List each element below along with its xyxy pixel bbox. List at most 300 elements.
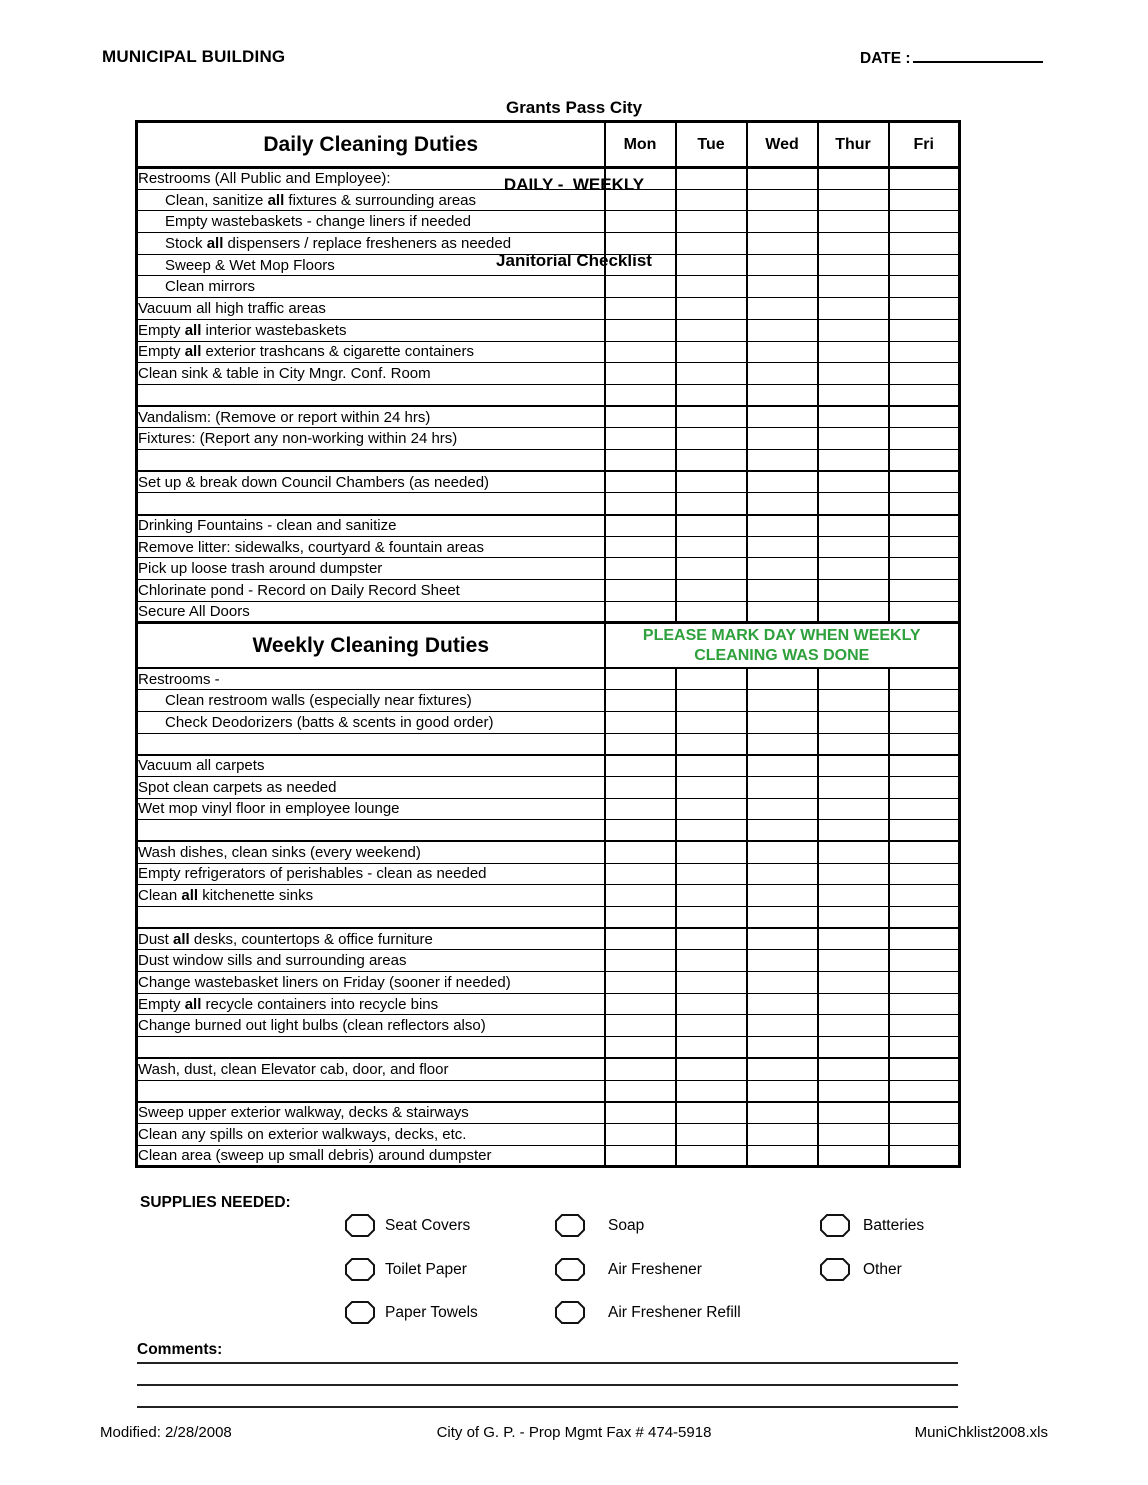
weekly-mark-cell-wed[interactable] (747, 1058, 818, 1080)
weekly-mark-cell-mon[interactable] (605, 841, 676, 863)
weekly-mark-cell-mon[interactable] (605, 1145, 676, 1167)
daily-mark-cell-thur[interactable] (818, 363, 889, 385)
weekly-separator-row (137, 733, 960, 755)
day-header-thur: Thur (818, 122, 889, 168)
weekly-mark-cell-mon[interactable] (605, 1102, 676, 1124)
supply-checkbox-toilet-paper-icon[interactable] (344, 1257, 376, 1282)
daily-task-label (137, 449, 605, 471)
daily-mark-cell-wed[interactable] (747, 341, 818, 363)
weekly-mark-cell-mon[interactable] (605, 711, 676, 733)
weekly-mark-cell-tue[interactable] (676, 1145, 747, 1167)
weekly-mark-cell-fri[interactable] (889, 690, 960, 712)
daily-separator-row (137, 493, 960, 515)
weekly-mark-cell-thur[interactable] (818, 820, 889, 842)
supply-item-seat-covers (344, 1213, 470, 1238)
weekly-mark-cell-tue[interactable] (676, 668, 747, 690)
daily-mark-cell-fri[interactable] (889, 536, 960, 558)
daily-mark-cell-tue[interactable] (676, 449, 747, 471)
form-title-city: Grants Pass City (505, 98, 643, 117)
daily-mark-cell-fri[interactable] (889, 211, 960, 233)
weekly-mark-cell-thur[interactable] (818, 776, 889, 798)
daily-mark-cell-tue[interactable] (676, 558, 747, 580)
weekly-mark-cell-tue[interactable] (676, 972, 747, 994)
daily-mark-cell-wed[interactable] (747, 406, 818, 428)
weekly-mark-cell-wed[interactable] (747, 972, 818, 994)
daily-mark-cell-thur[interactable] (818, 168, 889, 190)
weekly-mark-cell-fri[interactable] (889, 928, 960, 950)
daily-task-row (137, 189, 960, 211)
weekly-mark-cell-thur[interactable] (818, 1145, 889, 1167)
weekly-mark-cell-tue[interactable] (676, 885, 747, 907)
daily-mark-cell-thur[interactable] (818, 601, 889, 623)
daily-mark-cell-mon[interactable] (605, 298, 676, 320)
weekly-task-row (137, 711, 960, 733)
daily-mark-cell-thur[interactable] (818, 580, 889, 602)
weekly-mark-cell-mon[interactable] (605, 1037, 676, 1059)
daily-task-label: Secure All Doors (137, 601, 605, 623)
weekly-mark-cell-fri[interactable] (889, 755, 960, 777)
weekly-mark-cell-wed[interactable] (747, 668, 818, 690)
weekly-mark-cell-tue[interactable] (676, 950, 747, 972)
weekly-mark-cell-mon[interactable] (605, 798, 676, 820)
weekly-mark-cell-wed[interactable] (747, 733, 818, 755)
daily-mark-cell-tue[interactable] (676, 233, 747, 255)
daily-task-label: Vacuum all high traffic areas (137, 298, 605, 320)
weekly-mark-cell-thur[interactable] (818, 733, 889, 755)
weekly-task-label: Change wastebasket liners on Friday (sooner if needed) (137, 972, 605, 994)
weekly-mark-cell-mon[interactable] (605, 1123, 676, 1145)
daily-mark-cell-fri[interactable] (889, 493, 960, 515)
daily-mark-cell-tue[interactable] (676, 298, 747, 320)
daily-mark-cell-fri[interactable] (889, 233, 960, 255)
weekly-mark-cell-thur[interactable] (818, 928, 889, 950)
daily-mark-cell-mon[interactable] (605, 168, 676, 190)
daily-mark-cell-fri[interactable] (889, 254, 960, 276)
weekly-task-label (137, 820, 605, 842)
weekly-header-row (137, 623, 960, 668)
weekly-mark-cell-tue[interactable] (676, 1123, 747, 1145)
daily-mark-cell-mon[interactable] (605, 319, 676, 341)
supply-checkbox-soap-icon[interactable] (554, 1213, 586, 1238)
day-header-fri: Fri (889, 122, 960, 168)
weekly-mark-cell-wed[interactable] (747, 1080, 818, 1102)
weekly-mark-cell-thur[interactable] (818, 993, 889, 1015)
daily-mark-cell-thur[interactable] (818, 384, 889, 406)
weekly-task-row (137, 776, 960, 798)
daily-mark-cell-thur[interactable] (818, 558, 889, 580)
daily-mark-cell-tue[interactable] (676, 276, 747, 298)
daily-mark-cell-wed[interactable] (747, 211, 818, 233)
weekly-mark-cell-mon[interactable] (605, 863, 676, 885)
weekly-mark-cell-fri[interactable] (889, 1080, 960, 1102)
weekly-task-label: Spot clean carpets as needed (137, 776, 605, 798)
daily-mark-cell-wed[interactable] (747, 276, 818, 298)
weekly-mark-cell-mon[interactable] (605, 1058, 676, 1080)
daily-mark-cell-thur[interactable] (818, 189, 889, 211)
daily-mark-cell-tue[interactable] (676, 428, 747, 450)
daily-mark-cell-fri[interactable] (889, 580, 960, 602)
supply-item-soap (554, 1213, 644, 1238)
daily-mark-cell-thur[interactable] (818, 406, 889, 428)
daily-mark-cell-fri[interactable] (889, 515, 960, 537)
daily-mark-cell-fri[interactable] (889, 363, 960, 385)
weekly-task-label: Wash dishes, clean sinks (every weekend) (137, 841, 605, 863)
weekly-task-row (137, 1102, 960, 1124)
supply-item-other (819, 1257, 902, 1282)
weekly-mark-cell-wed[interactable] (747, 690, 818, 712)
daily-mark-cell-mon[interactable] (605, 406, 676, 428)
supply-label: Toilet Paper (385, 1260, 467, 1278)
daily-mark-cell-mon[interactable] (605, 233, 676, 255)
supply-checkbox-air-freshener-icon[interactable] (554, 1257, 586, 1282)
weekly-mark-cell-wed[interactable] (747, 1123, 818, 1145)
weekly-mark-cell-thur[interactable] (818, 798, 889, 820)
weekly-mark-cell-mon[interactable] (605, 972, 676, 994)
weekly-mark-cell-mon[interactable] (605, 755, 676, 777)
weekly-mark-cell-fri[interactable] (889, 798, 960, 820)
weekly-mark-cell-fri[interactable] (889, 733, 960, 755)
daily-mark-cell-mon[interactable] (605, 558, 676, 580)
weekly-task-label: Wash, dust, clean Elevator cab, door, and floor (137, 1058, 605, 1080)
weekly-mark-cell-tue[interactable] (676, 733, 747, 755)
daily-task-label (137, 384, 605, 406)
daily-mark-cell-fri[interactable] (889, 341, 960, 363)
weekly-mark-cell-fri[interactable] (889, 1037, 960, 1059)
weekly-task-row (137, 1015, 960, 1037)
daily-mark-cell-tue[interactable] (676, 536, 747, 558)
weekly-mark-cell-wed[interactable] (747, 798, 818, 820)
daily-mark-cell-mon[interactable] (605, 449, 676, 471)
weekly-task-label: Change burned out light bulbs (clean reflectors also) (137, 1015, 605, 1037)
weekly-mark-cell-wed[interactable] (747, 1037, 818, 1059)
daily-mark-cell-mon[interactable] (605, 211, 676, 233)
daily-task-label: Stock all dispensers / replace fresheners as needed (137, 233, 605, 255)
weekly-mark-cell-tue[interactable] (676, 820, 747, 842)
daily-task-label: Sweep & Wet Mop Floors (137, 254, 605, 276)
weekly-mark-cell-tue[interactable] (676, 755, 747, 777)
weekly-task-row (137, 755, 960, 777)
weekly-mark-cell-thur[interactable] (818, 972, 889, 994)
weekly-mark-cell-thur[interactable] (818, 1102, 889, 1124)
daily-mark-cell-thur[interactable] (818, 536, 889, 558)
daily-task-label: Fixtures: (Report any non-working within 24 hrs) (137, 428, 605, 450)
daily-mark-cell-wed[interactable] (747, 363, 818, 385)
daily-task-label: Vandalism: (Remove or report within 24 hrs) (137, 406, 605, 428)
weekly-mark-cell-wed[interactable] (747, 928, 818, 950)
supply-checkbox-air-freshener-refill-icon[interactable] (554, 1300, 586, 1325)
daily-task-label: Restrooms (All Public and Employee): (137, 168, 605, 190)
weekly-mark-cell-thur[interactable] (818, 907, 889, 929)
comments-line-1[interactable] (137, 1362, 958, 1364)
supply-label: Paper Towels (385, 1303, 478, 1321)
daily-mark-cell-thur[interactable] (818, 298, 889, 320)
daily-mark-cell-mon[interactable] (605, 493, 676, 515)
weekly-mark-cell-fri[interactable] (889, 993, 960, 1015)
daily-task-row (137, 211, 960, 233)
comments-line-3[interactable] (137, 1406, 958, 1408)
weekly-mark-cell-fri[interactable] (889, 863, 960, 885)
daily-mark-cell-fri[interactable] (889, 558, 960, 580)
weekly-mark-cell-wed[interactable] (747, 841, 818, 863)
daily-mark-cell-mon[interactable] (605, 515, 676, 537)
daily-mark-cell-wed[interactable] (747, 189, 818, 211)
daily-mark-cell-thur[interactable] (818, 428, 889, 450)
daily-mark-cell-thur[interactable] (818, 341, 889, 363)
weekly-mark-cell-fri[interactable] (889, 1123, 960, 1145)
weekly-mark-cell-mon[interactable] (605, 668, 676, 690)
daily-mark-cell-mon[interactable] (605, 580, 676, 602)
daily-mark-cell-thur[interactable] (818, 254, 889, 276)
weekly-mark-cell-thur[interactable] (818, 841, 889, 863)
daily-mark-cell-wed[interactable] (747, 233, 818, 255)
daily-mark-cell-thur[interactable] (818, 319, 889, 341)
building-title: MUNICIPAL BUILDING (102, 47, 286, 66)
daily-mark-cell-mon[interactable] (605, 254, 676, 276)
weekly-mark-cell-tue[interactable] (676, 993, 747, 1015)
daily-mark-cell-fri[interactable] (889, 319, 960, 341)
weekly-task-row (137, 690, 960, 712)
supplies-needed-label: SUPPLIES NEEDED: (140, 1194, 291, 1211)
footer-modified-date: Modified: 2/28/2008 (100, 1424, 232, 1441)
daily-mark-cell-fri[interactable] (889, 189, 960, 211)
weekly-mark-cell-wed[interactable] (747, 1102, 818, 1124)
daily-task-label: Clean mirrors (137, 276, 605, 298)
supply-checkbox-batteries-icon[interactable] (819, 1213, 851, 1238)
daily-mark-cell-wed[interactable] (747, 384, 818, 406)
weekly-separator-row (137, 907, 960, 929)
weekly-mark-cell-mon[interactable] (605, 820, 676, 842)
daily-mark-cell-fri[interactable] (889, 276, 960, 298)
weekly-mark-cell-wed[interactable] (747, 776, 818, 798)
daily-task-label: Drinking Fountains - clean and sanitize (137, 515, 605, 537)
daily-task-label (137, 493, 605, 515)
supply-checkbox-seat-covers-icon[interactable] (344, 1213, 376, 1238)
weekly-mark-cell-thur[interactable] (818, 863, 889, 885)
daily-mark-cell-mon[interactable] (605, 601, 676, 623)
daily-mark-cell-wed[interactable] (747, 493, 818, 515)
weekly-mark-cell-mon[interactable] (605, 907, 676, 929)
weekly-mark-cell-wed[interactable] (747, 907, 818, 929)
daily-mark-cell-thur[interactable] (818, 449, 889, 471)
daily-task-row (137, 168, 960, 190)
supply-label: Batteries (863, 1216, 925, 1234)
weekly-mark-cell-tue[interactable] (676, 1102, 747, 1124)
weekly-mark-cell-tue[interactable] (676, 1080, 747, 1102)
daily-task-row (137, 233, 960, 255)
daily-mark-cell-wed[interactable] (747, 298, 818, 320)
weekly-mark-cell-tue[interactable] (676, 1037, 747, 1059)
weekly-mark-cell-wed[interactable] (747, 950, 818, 972)
weekly-mark-cell-wed[interactable] (747, 993, 818, 1015)
daily-mark-cell-wed[interactable] (747, 558, 818, 580)
weekly-mark-cell-tue[interactable] (676, 1015, 747, 1037)
weekly-mark-cell-thur[interactable] (818, 1058, 889, 1080)
weekly-mark-cell-fri[interactable] (889, 820, 960, 842)
daily-mark-cell-mon[interactable] (605, 428, 676, 450)
weekly-mark-cell-fri[interactable] (889, 711, 960, 733)
weekly-mark-cell-thur[interactable] (818, 950, 889, 972)
weekly-mark-cell-fri[interactable] (889, 1102, 960, 1124)
daily-mark-cell-fri[interactable] (889, 428, 960, 450)
daily-mark-cell-fri[interactable] (889, 384, 960, 406)
daily-mark-cell-tue[interactable] (676, 580, 747, 602)
weekly-task-label: Dust window sills and surrounding areas (137, 950, 605, 972)
weekly-mark-cell-fri[interactable] (889, 885, 960, 907)
weekly-mark-cell-mon[interactable] (605, 993, 676, 1015)
weekly-mark-cell-tue[interactable] (676, 863, 747, 885)
daily-mark-cell-fri[interactable] (889, 601, 960, 623)
weekly-mark-cell-fri[interactable] (889, 776, 960, 798)
daily-separator-row (137, 384, 960, 406)
weekly-separator-row (137, 1037, 960, 1059)
daily-mark-cell-wed[interactable] (747, 471, 818, 493)
weekly-mark-cell-thur[interactable] (818, 1015, 889, 1037)
weekly-mark-cell-wed[interactable] (747, 1145, 818, 1167)
weekly-mark-cell-tue[interactable] (676, 776, 747, 798)
supply-item-air-freshener (554, 1257, 702, 1282)
weekly-mark-cell-wed[interactable] (747, 711, 818, 733)
daily-mark-cell-tue[interactable] (676, 601, 747, 623)
daily-mark-cell-wed[interactable] (747, 428, 818, 450)
daily-mark-cell-mon[interactable] (605, 384, 676, 406)
weekly-mark-cell-wed[interactable] (747, 1015, 818, 1037)
daily-mark-cell-tue[interactable] (676, 168, 747, 190)
daily-task-label: Empty all interior wastebaskets (137, 319, 605, 341)
daily-mark-cell-thur[interactable] (818, 471, 889, 493)
weekly-section-title: Weekly Cleaning Duties (137, 623, 605, 668)
daily-mark-cell-mon[interactable] (605, 276, 676, 298)
daily-mark-cell-tue[interactable] (676, 471, 747, 493)
daily-mark-cell-tue[interactable] (676, 319, 747, 341)
weekly-task-label: Check Deodorizers (batts & scents in good order) (137, 711, 605, 733)
weekly-mark-cell-thur[interactable] (818, 1123, 889, 1145)
weekly-mark-cell-thur[interactable] (818, 1080, 889, 1102)
weekly-mark-cell-tue[interactable] (676, 907, 747, 929)
weekly-mark-cell-thur[interactable] (818, 711, 889, 733)
date-label: DATE : (860, 50, 911, 67)
daily-mark-cell-thur[interactable] (818, 493, 889, 515)
daily-mark-cell-wed[interactable] (747, 319, 818, 341)
supply-checkbox-other-icon[interactable] (819, 1257, 851, 1282)
weekly-mark-cell-fri[interactable] (889, 1145, 960, 1167)
daily-mark-cell-fri[interactable] (889, 449, 960, 471)
daily-section-title: Daily Cleaning Duties (137, 122, 605, 168)
daily-mark-cell-tue[interactable] (676, 254, 747, 276)
daily-mark-cell-mon[interactable] (605, 536, 676, 558)
weekly-task-label: Clean area (sweep up small debris) around dumpster (137, 1145, 605, 1167)
weekly-task-row (137, 1123, 960, 1145)
daily-task-row (137, 319, 960, 341)
weekly-mark-cell-mon[interactable] (605, 928, 676, 950)
weekly-mark-cell-tue[interactable] (676, 690, 747, 712)
daily-mark-cell-mon[interactable] (605, 471, 676, 493)
weekly-mark-cell-tue[interactable] (676, 798, 747, 820)
daily-task-row (137, 536, 960, 558)
daily-task-row (137, 428, 960, 450)
daily-mark-cell-wed[interactable] (747, 515, 818, 537)
weekly-mark-cell-thur[interactable] (818, 690, 889, 712)
daily-mark-cell-thur[interactable] (818, 211, 889, 233)
weekly-mark-cell-mon[interactable] (605, 1015, 676, 1037)
weekly-mark-cell-fri[interactable] (889, 668, 960, 690)
daily-mark-cell-tue[interactable] (676, 493, 747, 515)
daily-mark-cell-tue[interactable] (676, 515, 747, 537)
daily-mark-cell-tue[interactable] (676, 341, 747, 363)
weekly-task-row (137, 798, 960, 820)
weekly-mark-cell-mon[interactable] (605, 733, 676, 755)
daily-mark-cell-thur[interactable] (818, 276, 889, 298)
weekly-mark-cell-wed[interactable] (747, 885, 818, 907)
daily-mark-cell-tue[interactable] (676, 406, 747, 428)
weekly-mark-cell-tue[interactable] (676, 1058, 747, 1080)
daily-mark-cell-wed[interactable] (747, 536, 818, 558)
weekly-mark-cell-tue[interactable] (676, 841, 747, 863)
daily-task-row (137, 515, 960, 537)
supply-item-air-freshener-refill (554, 1300, 741, 1325)
supply-checkbox-paper-towels-icon[interactable] (344, 1300, 376, 1325)
weekly-mark-cell-mon[interactable] (605, 690, 676, 712)
daily-mark-cell-fri[interactable] (889, 168, 960, 190)
weekly-mark-cell-fri[interactable] (889, 972, 960, 994)
daily-mark-cell-wed[interactable] (747, 449, 818, 471)
weekly-mark-cell-thur[interactable] (818, 885, 889, 907)
weekly-mark-cell-thur[interactable] (818, 668, 889, 690)
weekly-mark-cell-thur[interactable] (818, 1037, 889, 1059)
daily-mark-cell-tue[interactable] (676, 384, 747, 406)
daily-mark-cell-tue[interactable] (676, 363, 747, 385)
daily-mark-cell-wed[interactable] (747, 254, 818, 276)
daily-mark-cell-tue[interactable] (676, 211, 747, 233)
date-blank-line[interactable] (913, 47, 1043, 63)
weekly-mark-cell-tue[interactable] (676, 928, 747, 950)
daily-mark-cell-wed[interactable] (747, 601, 818, 623)
weekly-mark-cell-fri[interactable] (889, 1015, 960, 1037)
weekly-mark-cell-mon[interactable] (605, 950, 676, 972)
weekly-task-row (137, 1145, 960, 1167)
daily-mark-cell-mon[interactable] (605, 341, 676, 363)
weekly-mark-cell-fri[interactable] (889, 1058, 960, 1080)
daily-mark-cell-tue[interactable] (676, 189, 747, 211)
weekly-mark-cell-fri[interactable] (889, 950, 960, 972)
weekly-task-row (137, 928, 960, 950)
daily-mark-cell-thur[interactable] (818, 515, 889, 537)
supply-label: Soap (608, 1216, 645, 1234)
comments-line-2[interactable] (137, 1384, 958, 1386)
weekly-mark-cell-wed[interactable] (747, 863, 818, 885)
weekly-mark-cell-fri[interactable] (889, 841, 960, 863)
weekly-mark-cell-wed[interactable] (747, 820, 818, 842)
daily-mark-cell-wed[interactable] (747, 168, 818, 190)
weekly-mark-cell-tue[interactable] (676, 711, 747, 733)
weekly-mark-cell-mon[interactable] (605, 776, 676, 798)
weekly-mark-cell-thur[interactable] (818, 755, 889, 777)
weekly-task-label: Wet mop vinyl floor in employee lounge (137, 798, 605, 820)
daily-mark-cell-thur[interactable] (818, 233, 889, 255)
daily-mark-cell-mon[interactable] (605, 363, 676, 385)
weekly-mark-cell-mon[interactable] (605, 885, 676, 907)
weekly-mark-cell-wed[interactable] (747, 755, 818, 777)
daily-task-label: Empty wastebaskets - change liners if needed (137, 211, 605, 233)
weekly-mark-cell-fri[interactable] (889, 907, 960, 929)
daily-mark-cell-fri[interactable] (889, 298, 960, 320)
daily-mark-cell-mon[interactable] (605, 189, 676, 211)
date-field (860, 47, 1043, 68)
daily-mark-cell-fri[interactable] (889, 471, 960, 493)
weekly-mark-cell-mon[interactable] (605, 1080, 676, 1102)
daily-mark-cell-fri[interactable] (889, 406, 960, 428)
weekly-separator-row (137, 820, 960, 842)
daily-mark-cell-wed[interactable] (747, 580, 818, 602)
